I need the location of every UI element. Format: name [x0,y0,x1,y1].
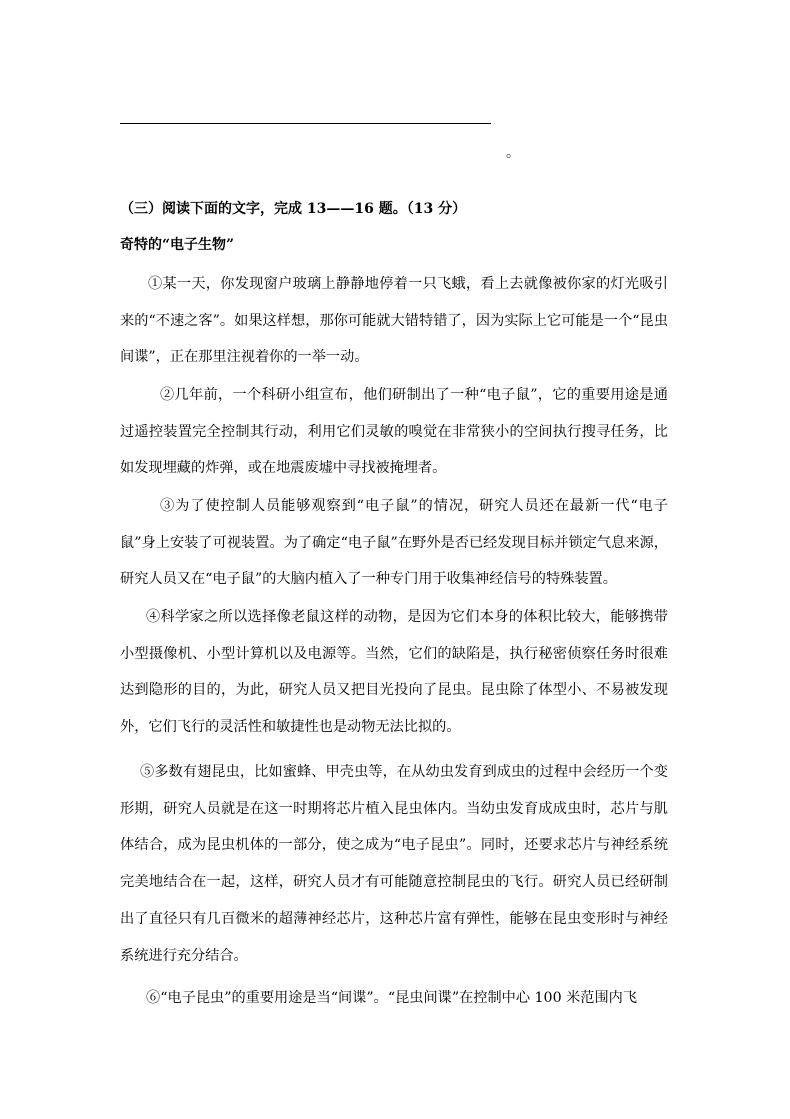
paragraph-5: ⑤多数有翅昆虫，比如蜜蜂、甲壳虫等，在从幼虫发育到成虫的过程中会经历一个变形期，研究人员就是在这一时期将芯片植入昆虫体内。当幼虫发育成成虫时，芯片与肌体结合，成为昆虫机体的一部分，使之成为“电子昆虫”。同时，还要求芯片与神经系统完美地结合在一起，这样，研究人员才有可能随意控制昆虫的飞行。研究人员已经研制出了直径只有几百微米的超薄神经芯片，这种芯片富有弹性，能够在昆虫变形时与神经系统进行充分结合。 [120,764,668,964]
answer-period: 。 [506,145,520,161]
answer-blank-line [120,123,491,124]
section-heading: （三）阅读下面的文字，完成 13——16 题。（13 分） [120,201,467,217]
paragraph-6: ⑥“电子昆虫”的重要用途是当“间谍”。“昆虫间谍”在控制中心 100 米范围内飞 [146,990,638,1006]
paragraph-4: ④科学家之所以选择像老鼠这样的动物，是因为它们本身的体积比较大，能够携带小型摄像机、小型计算机以及电源等。当然，它们的缺陷是，执行秘密侦察任务时很难达到隐形的目的，为此，研究人员又把目光投向了昆虫。昆虫除了体型小、不易被发现外，它们飞行的灵活性和敏捷性也是动物无法比拟的。 [120,609,668,736]
paragraph-3: ③为了使控制人员能够观察到“电子鼠”的情况，研究人员还在最新一代“电子鼠”身上安装了可视装置。为了确定“电子鼠”在野外是否已经发现目标并锁定气息来源，研究人员又在“电子鼠”的大脑内植入了一种专门用于收集神经信号的特殊装置。 [120,498,668,588]
paragraph-2: ②几年前，一个科研小组宣布，他们研制出了一种“电子鼠”，它的重要用途是通过遥控装置完全控制其行动，利用它们灵敏的嗅觉在非常狭小的空间执行搜寻任务，比如发现埋藏的炸弹，或在地震废墟中寻找被掩埋者。 [120,387,668,477]
paragraph-1: ①某一天，你发现窗户玻璃上静静地停着一只飞蛾，看上去就像被你家的灯光吸引来的“不速之客”。如果这样想，那你可能就大错特错了，因为实际上它可能是一个“昆虫间谍”，正在那里注视着你的一举一动。 [120,276,668,366]
article-title: 奇特的“电子生物” [120,237,235,253]
